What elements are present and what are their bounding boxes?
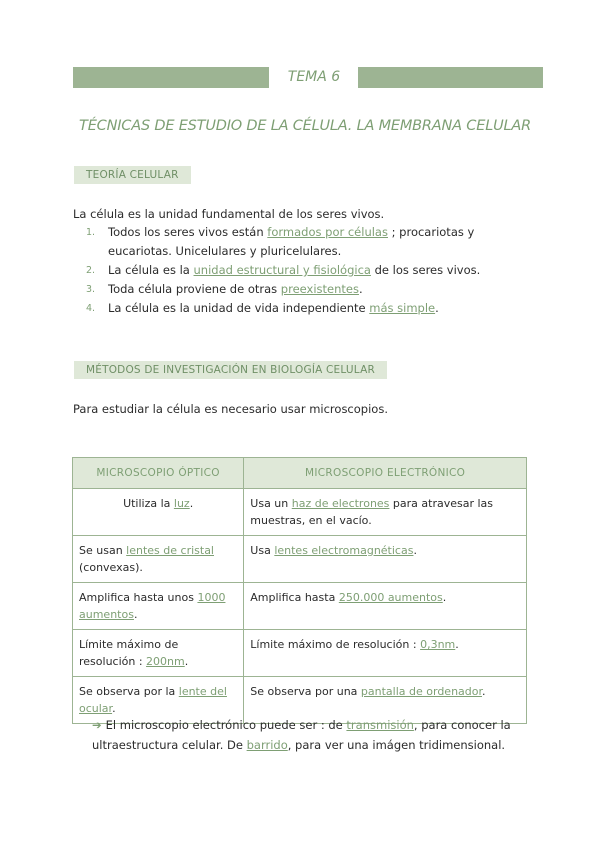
header-bar-right bbox=[358, 67, 543, 88]
section-heading-metodos: MÉTODOS DE INVESTIGACIÓN EN BIOLOGÍA CELULAR bbox=[74, 361, 387, 379]
item-text: La célula es la bbox=[108, 263, 194, 277]
item-text: La célula es la unidad de vida independiente bbox=[108, 301, 370, 315]
theory-list bbox=[86, 223, 531, 318]
table-cell: Usa lentes electromagnéticas. bbox=[244, 536, 527, 583]
microscope-intro: Para estudiar la célula es necesario usar microscopios. bbox=[73, 402, 388, 416]
table-cell: Utiliza la luz. bbox=[73, 489, 244, 536]
list-item bbox=[86, 280, 531, 299]
table-cell: Amplifica hasta unos 1000 aumentos. bbox=[73, 583, 244, 630]
table-row bbox=[73, 489, 527, 536]
note-text: , para ver una imágen tridimensional. bbox=[287, 738, 506, 752]
table-cell: Amplifica hasta 250.000 aumentos. bbox=[244, 583, 527, 630]
table-cell: Se observa por la lente del ocular. bbox=[73, 677, 244, 724]
highlighted-term: más simple bbox=[369, 301, 436, 315]
item-text: de los seres vivos. bbox=[370, 263, 481, 277]
topic-number: TEMA 6 bbox=[287, 69, 341, 85]
highlighted-term: formados por células bbox=[267, 225, 388, 239]
highlighted-term: unidad estructural y fisiológica bbox=[193, 263, 371, 277]
intro-paragraph: La célula es la unidad fundamental de los seres vivos. bbox=[73, 207, 385, 221]
list-number: 3. bbox=[86, 284, 96, 295]
arrow-right-icon: ➔ bbox=[92, 718, 102, 732]
highlighted-term: barrido bbox=[246, 738, 288, 752]
list-number: 2. bbox=[86, 265, 96, 276]
table-cell: Usa un haz de electrones para atravesar las muestras, en el vacío. bbox=[244, 489, 527, 536]
highlighted-term: preexistentes bbox=[280, 282, 359, 296]
table-cell: Se observa por una pantalla de ordenador. bbox=[244, 677, 527, 724]
list-item bbox=[86, 299, 531, 318]
note-text: , para conocer la ultraestructura celular. De bbox=[92, 718, 511, 752]
page-title: TÉCNICAS DE ESTUDIO DE LA CÉLULA. LA MEMBRANA CELULAR bbox=[79, 118, 531, 134]
list-number: 4. bbox=[86, 303, 96, 314]
table-row bbox=[73, 583, 527, 630]
item-text: Toda célula proviene de otras bbox=[108, 282, 281, 296]
list-item bbox=[86, 223, 531, 261]
item-text: . bbox=[358, 282, 363, 296]
list-number: 1. bbox=[86, 227, 96, 238]
highlighted-term: transmisión bbox=[346, 718, 414, 732]
list-item bbox=[86, 261, 531, 280]
table-row bbox=[73, 536, 527, 583]
note-text: El microscopio electrónico puede ser : de bbox=[105, 718, 347, 732]
header-bar-left bbox=[73, 67, 269, 88]
table-cell: Se usan lentes de cristal (convexas). bbox=[73, 536, 244, 583]
item-text: . bbox=[435, 301, 439, 315]
microscope-types-note bbox=[92, 715, 530, 755]
item-text: Todos los seres vivos están bbox=[108, 225, 268, 239]
item-text: ; procariotas y eucariotas. Unicelulares y pluricelulares. bbox=[108, 225, 475, 258]
column-header-electronico: MICROSCOPIO ELECTRÓNICO bbox=[244, 458, 527, 489]
table-cell: Límite máximo de resolución : 0,3nm. bbox=[244, 630, 527, 677]
table-cell: Límite máximo de resolución : 200nm. bbox=[73, 630, 244, 677]
section-heading-teoria-celular: TEORÍA CELULAR bbox=[74, 166, 191, 184]
table-row bbox=[73, 630, 527, 677]
microscope-comparison-table bbox=[72, 457, 527, 724]
column-header-optico: MICROSCOPIO ÓPTICO bbox=[73, 458, 244, 489]
